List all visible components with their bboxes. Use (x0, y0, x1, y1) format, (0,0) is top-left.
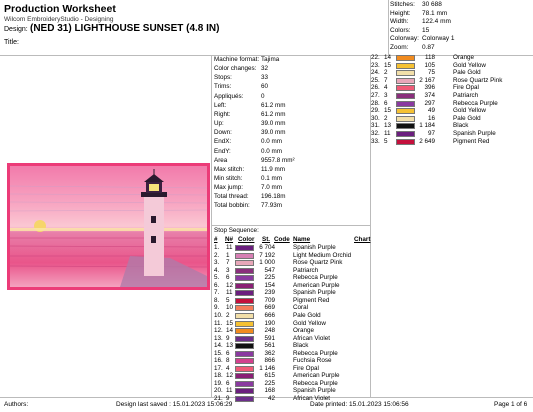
color-name: Fuchsia Rose (293, 357, 332, 365)
color-swatch (396, 78, 415, 84)
summary-box (388, 1, 532, 53)
needle-number: 15 (384, 61, 392, 69)
stitch-count: 591 (264, 334, 275, 342)
color-name: Spanish Purple (293, 387, 336, 395)
stop-number: 20. (214, 387, 223, 395)
design-name: (NED 31) LIGHTHOUSE SUNSET (4.8 IN) (30, 23, 220, 34)
stat-key: Color changes: (214, 65, 257, 73)
color-name: Fire Opal (293, 364, 319, 372)
color-swatch (235, 253, 254, 259)
color-swatch (235, 358, 254, 364)
stitch-count: 374 (424, 92, 435, 99)
color-name: Spanish Purple (293, 244, 336, 251)
color-name: Pale Gold (293, 311, 321, 319)
color-name: American Purple (293, 372, 340, 380)
stop-number: 15. (214, 349, 223, 357)
stitch-count: 396 (424, 84, 435, 92)
needle-number: 13 (226, 342, 234, 350)
color-swatch (396, 108, 415, 114)
color-swatch (235, 343, 254, 349)
color-swatch (396, 139, 415, 145)
worksheet-title: Production Worksheet (4, 3, 116, 15)
summary-key: Zoom: (390, 43, 409, 51)
summary-key: Colorway: (390, 35, 419, 42)
stitch-count: 669 (264, 304, 275, 312)
stop-row (371, 138, 531, 146)
color-swatch (396, 131, 415, 137)
color-swatch (235, 283, 254, 289)
color-swatch (235, 275, 254, 281)
color-name: Black (293, 342, 309, 350)
footer-date-printed: Date printed: 15.01.2023 15:06:56 (310, 401, 409, 408)
color-name: American Purple (293, 281, 340, 289)
color-name: Gold Yellow (453, 107, 486, 115)
color-name: African Violet (293, 395, 330, 402)
summary-value: 15 (422, 26, 430, 34)
stop-number: 2. (214, 251, 220, 259)
color-name: Rebecca Purple (453, 99, 498, 107)
stat-value: 61.2 mm (261, 101, 286, 109)
needle-number: 13 (384, 122, 392, 130)
stitch-count: 225 (264, 379, 275, 387)
needle-number: 14 (384, 54, 392, 61)
stop-number: 21. (214, 395, 223, 402)
stop-number: 22. (371, 54, 380, 61)
stat-value: 0.1 mm (261, 174, 282, 182)
needle-number: 6 (226, 379, 230, 387)
stop-number: 25. (371, 76, 380, 84)
stitch-count: 49 (427, 107, 435, 115)
stat-key: EndX: (214, 138, 232, 146)
color-name: Rose Quartz Pink (293, 259, 343, 267)
stat-key: Up: (214, 120, 224, 128)
footer-page: Page 1 of 6 (494, 401, 528, 408)
needle-number: 7 (226, 259, 230, 267)
stitch-count: 709 (264, 296, 275, 304)
divider (388, 0, 389, 55)
stitch-count: 1 146 (259, 364, 275, 372)
color-name: Orange (293, 327, 315, 335)
stitch-count: 97 (427, 130, 435, 137)
summary-value: 30 688 (422, 1, 442, 8)
color-name: Orange (453, 54, 475, 61)
stitch-count: 1 000 (259, 259, 275, 267)
stat-value: 9557.8 mm² (261, 156, 295, 164)
stat-value: 7.0 mm (261, 184, 282, 192)
needle-number: 3 (226, 266, 230, 274)
color-name: Spanish Purple (293, 289, 336, 297)
col-header-chart: Chart (354, 236, 371, 243)
color-name: Rebecca Purple (293, 379, 338, 387)
stat-value: 0 (261, 92, 265, 100)
needle-number: 6 (226, 274, 230, 282)
needle-number: 7 (384, 76, 388, 84)
needle-number: 11 (384, 130, 391, 137)
color-swatch (396, 70, 415, 76)
stat-key: EndY: (214, 147, 231, 155)
stop-number: 32. (371, 130, 380, 137)
stop-number: 12. (214, 327, 223, 335)
summary-value: Colorway 1 (422, 35, 455, 42)
design-preview (7, 163, 210, 290)
color-swatch (235, 290, 254, 296)
color-name: Spanish Purple (453, 130, 496, 137)
color-swatch (235, 298, 254, 304)
summary-key: Height: (390, 9, 411, 17)
stitch-count: 190 (264, 319, 275, 327)
color-name: Rose Quartz Pink (453, 76, 503, 84)
color-swatch (235, 305, 254, 311)
stitch-count: 6 704 (259, 244, 275, 251)
stitch-count: 168 (264, 387, 275, 395)
needle-number: 11 (226, 289, 233, 297)
stat-key: Stops: (214, 74, 232, 82)
needle-number: 10 (226, 304, 234, 312)
stop-number: 18. (214, 372, 223, 380)
color-name: Pale Gold (453, 69, 481, 77)
summary-key: Stitches: (390, 1, 415, 8)
needle-number: 6 (226, 349, 230, 357)
stop-number: 33. (371, 137, 380, 145)
color-name: Patriarch (453, 92, 479, 99)
footer-last-saved: Design last saved : 15.01.2023 15:06:29 (116, 401, 233, 408)
color-name: Pale Gold (453, 114, 481, 122)
stat-value: 39.0 mm (261, 129, 286, 137)
stat-value: 39.0 mm (261, 120, 286, 128)
stitch-count: 118 (424, 54, 435, 61)
stop-number: 29. (371, 107, 380, 115)
stop-number: 16. (214, 357, 223, 365)
needle-number: 5 (226, 296, 230, 304)
needle-number: 14 (226, 327, 234, 335)
color-name: Pigment Red (453, 137, 490, 145)
lighthouse-sunset-image (10, 166, 207, 287)
stitch-count: 666 (264, 311, 275, 319)
stop-number: 13. (214, 334, 223, 342)
stop-sequence-label: Stop Sequence: (214, 227, 259, 234)
color-swatch (396, 93, 415, 99)
stop-number: 3. (214, 259, 220, 267)
needle-number: 8 (226, 357, 230, 365)
color-name: African Violet (293, 334, 330, 342)
stop-number: 11. (214, 319, 223, 327)
color-swatch (235, 366, 254, 372)
col-header-stitches: St. (262, 236, 271, 243)
stitch-count: 866 (264, 357, 275, 365)
color-swatch (235, 268, 254, 274)
stat-value: 0.0 mm (261, 138, 282, 146)
needle-number: 11 (226, 387, 233, 395)
needle-number: 15 (226, 319, 234, 327)
stat-key: Right: (214, 110, 231, 118)
summary-key: Width: (390, 18, 409, 25)
stat-value: 0.0 mm (261, 147, 282, 155)
stitch-count: 561 (264, 342, 275, 350)
needle-number: 2 (384, 69, 388, 77)
color-swatch (235, 373, 254, 379)
stitch-count: 547 (264, 266, 275, 274)
stop-number: 6. (214, 281, 220, 289)
color-name: Black (453, 122, 469, 130)
color-swatch (235, 388, 254, 394)
color-swatch (396, 63, 415, 69)
col-header-number: # (214, 236, 218, 243)
color-swatch (396, 116, 415, 122)
color-name: Rebecca Purple (293, 349, 338, 357)
stitch-count: 7 192 (259, 251, 275, 259)
stop-number: 17. (214, 364, 223, 372)
divider (211, 225, 370, 226)
color-swatch (235, 321, 254, 327)
stop-number: 14. (214, 342, 223, 350)
needle-number: 3 (384, 92, 388, 99)
summary-value: 122.4 mm (422, 18, 451, 25)
needle-number: 5 (384, 137, 388, 145)
col-header-code: Code (274, 236, 290, 243)
needle-number: 12 (226, 372, 234, 380)
color-name: Rebecca Purple (293, 274, 338, 282)
needle-number: 15 (384, 107, 392, 115)
stat-value: 33 (261, 74, 269, 82)
divider (211, 55, 212, 397)
color-name: Pigment Red (293, 296, 330, 304)
color-name: Gold Yellow (453, 61, 486, 69)
stitch-count: 16 (427, 114, 435, 122)
color-swatch (235, 245, 254, 251)
stop-number: 4. (214, 266, 220, 274)
stat-key: Max stitch: (214, 165, 245, 173)
stop-number: 28. (371, 99, 380, 107)
summary-value: 0.87 (422, 43, 435, 51)
stitch-count: 105 (424, 61, 435, 69)
stop-number: 23. (371, 61, 380, 69)
stat-key: Max jump: (214, 184, 244, 192)
needle-number: 2 (226, 311, 230, 319)
title-label: Title: (4, 39, 19, 46)
stat-key: Trims: (214, 83, 232, 91)
stitch-count: 1 184 (419, 122, 435, 130)
stat-key: Appliqués: (214, 92, 244, 100)
stitch-count: 297 (424, 99, 435, 107)
footer-authors: Authors: (4, 401, 29, 408)
stop-number: 31. (371, 122, 380, 130)
needle-number: 6 (384, 99, 388, 107)
col-header-color: Color (238, 236, 255, 243)
stitch-count: 615 (264, 372, 275, 380)
stop-number: 27. (371, 92, 380, 99)
stitch-count: 248 (264, 327, 275, 335)
color-swatch (235, 328, 254, 334)
stop-number: 26. (371, 84, 380, 92)
needle-number: 12 (226, 281, 234, 289)
stat-value: 196.18m (261, 193, 286, 201)
color-swatch (396, 55, 415, 61)
stop-number: 24. (371, 69, 380, 77)
color-swatch (396, 85, 415, 91)
stat-key: Left: (214, 101, 227, 109)
stat-key: Total thread: (214, 193, 249, 201)
stat-key: Min stitch: (214, 174, 243, 182)
stat-value: 32 (261, 65, 269, 73)
color-swatch (235, 396, 254, 402)
stop-number: 1. (214, 244, 220, 251)
needle-number: 11 (226, 244, 233, 251)
color-swatch (235, 313, 254, 319)
stitch-count: 362 (264, 349, 275, 357)
color-name: Patriarch (293, 266, 319, 274)
needle-number: 1 (226, 251, 230, 259)
stop-number: 30. (371, 114, 380, 122)
col-header-name: Name (293, 236, 311, 243)
needle-number: 4 (226, 364, 230, 372)
color-name: Gold Yellow (293, 319, 326, 327)
stitch-count: 225 (264, 274, 275, 282)
stat-value: 11.9 mm (261, 165, 286, 173)
app-subtitle: Wilcom EmbroideryStudio - Designing (4, 16, 114, 23)
color-swatch (235, 260, 254, 266)
color-swatch (396, 101, 415, 107)
stop-number: 7. (214, 289, 220, 297)
stop-number: 8. (214, 296, 220, 304)
stat-value: Tajima (261, 56, 280, 63)
stat-value: 61.2 mm (261, 110, 286, 118)
stitch-count: 75 (427, 69, 435, 77)
color-swatch (235, 351, 254, 357)
col-header-needle: N# (225, 236, 234, 243)
needle-number: 9 (226, 395, 230, 402)
needle-number: 9 (226, 334, 230, 342)
summary-value: 78.1 mm (422, 9, 448, 17)
stitch-count: 154 (264, 281, 275, 289)
stat-key: Total bobbin: (214, 202, 250, 210)
stop-number: 9. (214, 304, 220, 312)
stop-number: 10. (214, 311, 223, 319)
stop-number: 5. (214, 274, 220, 282)
color-swatch (396, 123, 415, 129)
stitch-count: 2 167 (419, 76, 435, 84)
stat-key: Down: (214, 129, 232, 137)
color-name: Coral (293, 304, 309, 312)
needle-number: 4 (384, 84, 388, 92)
color-name: Fire Opal (453, 84, 479, 92)
needle-number: 2 (384, 114, 388, 122)
color-swatch (235, 381, 254, 387)
stat-key: Machine format: (214, 56, 260, 63)
stop-number: 19. (214, 379, 223, 387)
stat-key: Area (214, 156, 228, 164)
summary-key: Colors: (390, 26, 411, 34)
stitch-count: 2 649 (419, 137, 435, 145)
design-label: Design: (4, 26, 28, 33)
stat-value: 60 (261, 83, 269, 91)
color-swatch (235, 336, 254, 342)
stitch-count: 239 (264, 289, 275, 297)
stitch-count: 42 (267, 395, 275, 402)
stat-value: 77.93m (261, 202, 283, 210)
color-name: Light Medium Orchid (293, 251, 352, 259)
